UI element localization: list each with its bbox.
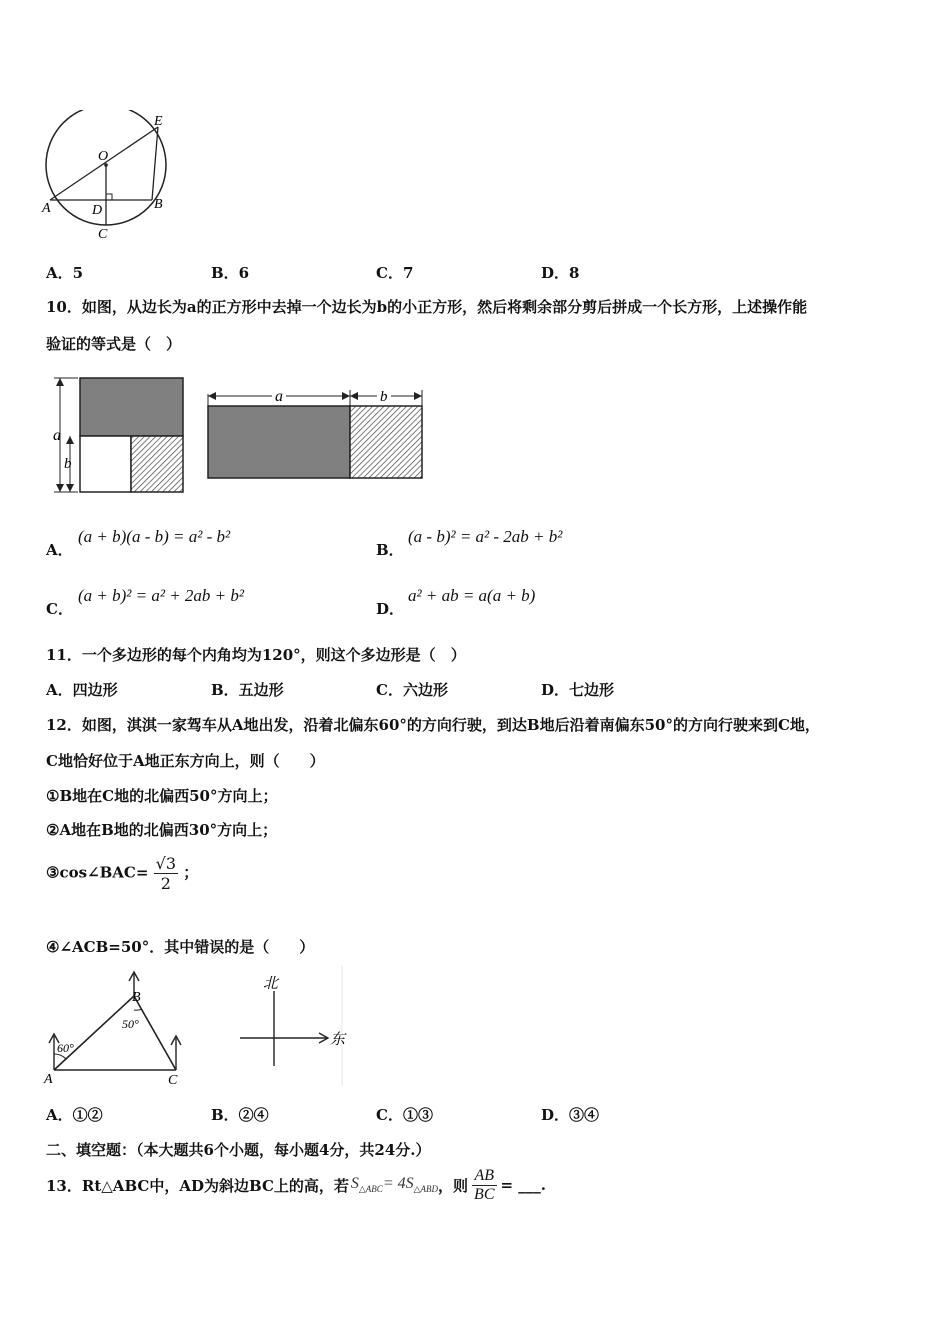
right-label-b: b	[380, 389, 388, 405]
label-c: C	[98, 227, 108, 242]
fraction-denominator: 2	[160, 874, 171, 893]
north-label: 北	[263, 974, 279, 992]
q9-option-b[interactable]: B．6	[211, 264, 250, 282]
q11-option-d[interactable]: D．七边形	[541, 681, 615, 699]
q13-eq: = $4S_{\triangle ABD}$	[382, 1174, 439, 1195]
q10-option-c-letter[interactable]: C．	[46, 600, 73, 618]
q13-suffix: = ___.	[500, 1176, 547, 1194]
left-label-b: b	[64, 456, 72, 472]
q11-option-c[interactable]: C．六边形	[376, 681, 448, 699]
label-a: A	[42, 201, 51, 216]
q10-stem-line1: 10．如图，从边长为a的正方形中去掉一个边长为b的小正方形，然后将剩余部分剪后拼成一个长方形，上述操作能	[46, 298, 808, 316]
label-e: E	[154, 114, 163, 129]
q13-fraction: $\frac{AB}{BC}$	[474, 1166, 495, 1203]
q9-circle-figure	[40, 110, 180, 245]
q12-figure	[42, 966, 352, 1090]
big-square-shaded	[80, 378, 183, 436]
q12-item1: ①B地在C地的北偏西50°方向上；	[46, 787, 278, 805]
q12-item2: ②A地在B地的北偏西30°方向上；	[46, 821, 278, 839]
q11-stem: 11．一个多边形的每个内角均为120°，则这个多边形是（ ）	[46, 646, 466, 664]
q10-option-a-formula: (a + b)(a - b) = a² - b²	[78, 527, 231, 546]
q10-option-d-letter[interactable]: D．	[376, 600, 405, 618]
label-o: O	[98, 149, 109, 164]
q12-option-b[interactable]: B．②④	[211, 1106, 269, 1124]
q10-stem-line2: 验证的等式是（ ）	[46, 335, 182, 353]
left-label-a: a	[53, 427, 61, 444]
q10-option-b-letter[interactable]: B．	[376, 541, 404, 559]
q10-option-a-letter[interactable]: A．	[46, 541, 73, 559]
rect-shaded	[208, 406, 350, 478]
point-a-label: A	[44, 1072, 53, 1087]
segment-be	[152, 127, 158, 200]
q13-prefix: 13．Rt△ABC中，AD为斜边BC上的高，若	[46, 1176, 349, 1195]
q12-item3-fraction	[154, 854, 178, 893]
q12-item3-prefix: ③cos∠BAC=	[46, 863, 149, 882]
q10-figure	[50, 372, 430, 500]
q11-option-a[interactable]: A．四边形	[46, 681, 118, 699]
q12-stem-line2: C地恰好位于A地正东方向上，则（ ）	[46, 752, 325, 770]
label-d: D	[92, 203, 103, 218]
fraction-numerator: √3	[155, 854, 177, 873]
right-label-a: a	[275, 388, 283, 405]
right-angle-mark	[106, 194, 112, 200]
point-c-label: C	[168, 1073, 178, 1088]
q12-item3	[46, 854, 198, 893]
q12-item4: ④∠ACB=50°．其中错误的是（ ）	[46, 938, 315, 956]
q12-item3-suffix: ；	[183, 863, 199, 882]
q9-option-d[interactable]: D．8	[541, 264, 580, 282]
q13-mid: ，则	[438, 1176, 469, 1195]
q10-option-b-formula: (a - b)² = a² - 2ab + b²	[408, 527, 563, 546]
q12-option-c[interactable]: C．①③	[376, 1106, 433, 1124]
q13-s-abc: $S_{\triangle ABC}$	[350, 1174, 383, 1195]
point-b-label: B	[132, 990, 141, 1005]
q10-option-d-formula: a² + ab = a(a + b)	[408, 586, 536, 605]
q12-option-d[interactable]: D．③④	[541, 1106, 600, 1124]
q11-option-b[interactable]: B．五边形	[211, 681, 284, 699]
rect-hatched	[350, 406, 422, 478]
q10-option-c-formula: (a + b)² = a² + 2ab + b²	[78, 586, 244, 605]
label-b: B	[154, 197, 163, 212]
q12-option-a[interactable]: A．①②	[46, 1106, 103, 1124]
q9-option-a[interactable]: A．5	[46, 264, 84, 282]
angle-50: 50°	[122, 1017, 139, 1031]
big-square-lower-left	[80, 436, 131, 492]
section2-title: 二、填空题：（本大题共6个小题，每小题4分，共24分.）	[46, 1141, 431, 1159]
angle-60: 60°	[57, 1041, 74, 1055]
east-label: 东	[330, 1030, 346, 1048]
q12-stem-line1: 12．如图，淇淇一家驾车从A地出发，沿着北偏东60°的方向行驶，到达B地后沿着南偏东50°的方向行驶来到C地，	[46, 716, 820, 734]
small-square-hatched	[131, 436, 183, 492]
q13-line	[46, 1162, 546, 1208]
q9-option-c[interactable]: C．7	[376, 264, 414, 282]
